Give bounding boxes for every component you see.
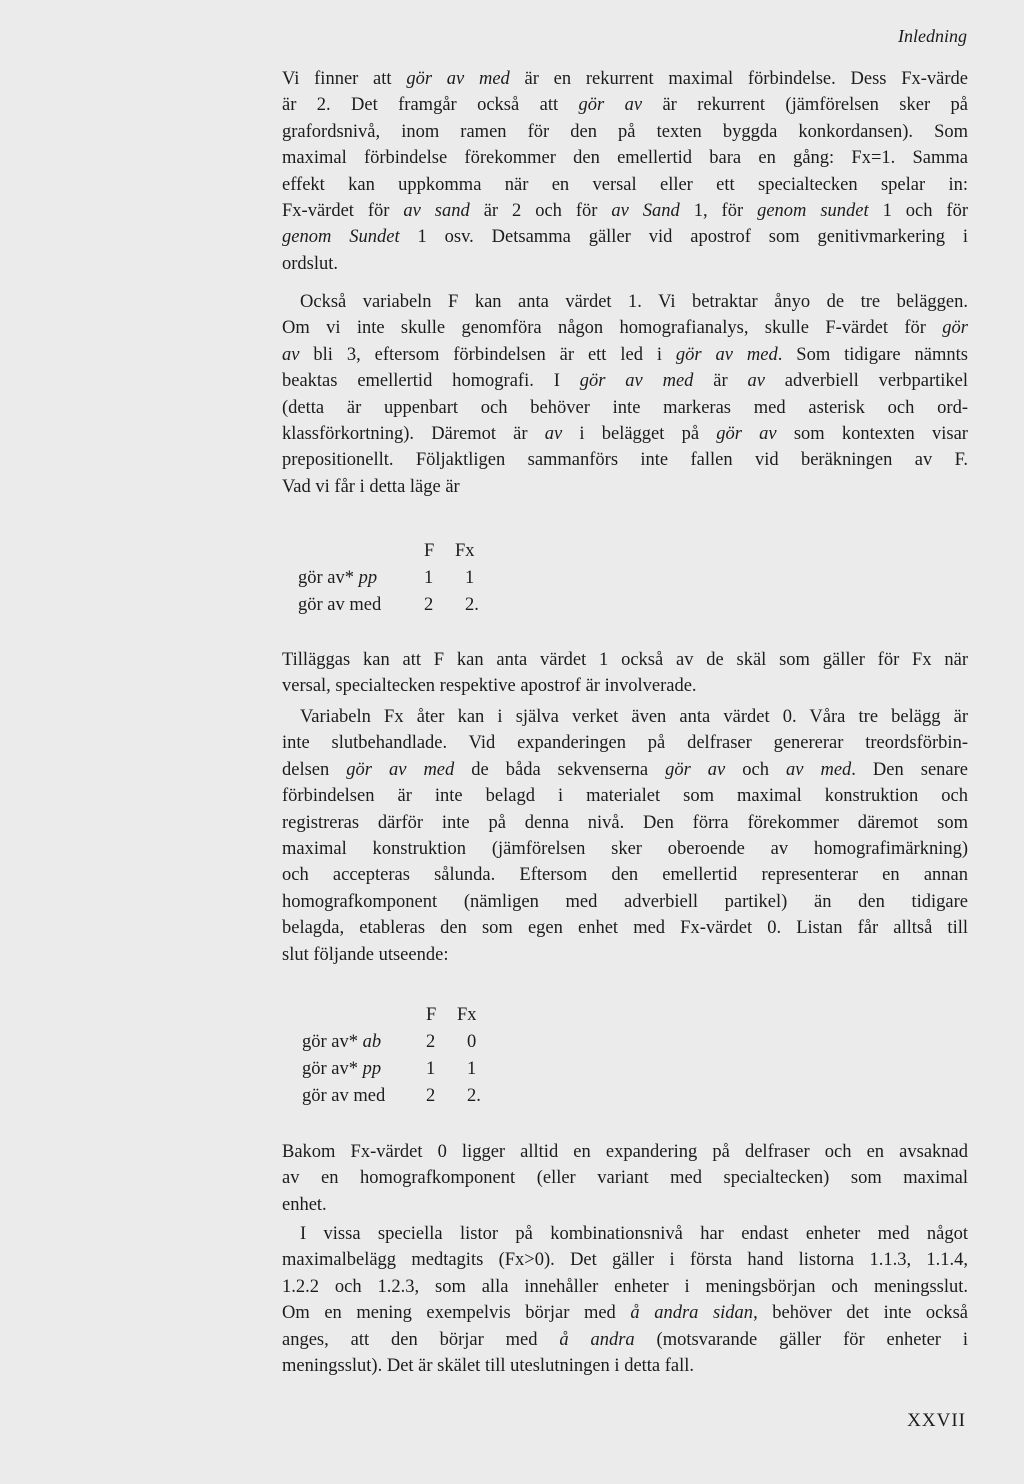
text-line: inte slutbehandlade. Vid expanderingen på delfraser genererar treordsförbin- bbox=[282, 733, 968, 754]
text-line: 1.2.2 och 1.2.3, som alla innehåller enheter i meningsbörjan och meningsslut. bbox=[282, 1276, 968, 1297]
text-line: versal, specialtecken respektive apostrof är involverade. bbox=[282, 676, 697, 697]
text-line: I vissa speciella listor på kombinationsnivå har endast enheter med något bbox=[300, 1224, 968, 1244]
paragraph-3 bbox=[282, 647, 968, 700]
frequency-table-1 bbox=[298, 538, 485, 619]
fx-cell: 0 bbox=[467, 1032, 477, 1052]
text-line: (detta är uppenbart och behöver inte markeras med asterisk och ord- bbox=[282, 397, 968, 418]
term-cell: gör av* pp bbox=[298, 568, 378, 588]
f-cell: 2 bbox=[426, 1086, 436, 1106]
text-line: homografkomponent (nämligen med adverbiell partikel) än den tidigare bbox=[282, 891, 968, 912]
table-header-row bbox=[302, 1002, 487, 1029]
text-line: klassförkortning). Däremot är av i belägget på gör av som kontexten visar bbox=[282, 424, 968, 445]
running-header: Inledning bbox=[898, 26, 967, 46]
paragraph-4 bbox=[282, 704, 968, 968]
text-line: maximalbelägg medtagits (Fx>0). Det gäller i första hand listorna 1.1.3, 1.1.4, bbox=[282, 1250, 968, 1271]
text-line: delsen gör av med de båda sekvenserna gör av och av med. Den senare bbox=[282, 759, 968, 780]
text-line: ordslut. bbox=[282, 253, 339, 274]
text-line: är 2. Det framgår också att gör av är rekurrent (jämförelsen sker på bbox=[282, 95, 968, 116]
term-cell: gör av* ab bbox=[302, 1032, 382, 1052]
f-cell: 1 bbox=[426, 1059, 436, 1079]
text-line: maximal konstruktion (jämförelsen sker oberoende av homografimärkning) bbox=[282, 839, 968, 860]
text-line: Bakom Fx-värdet 0 ligger alltid en expandering på delfraser och en avsaknad bbox=[282, 1142, 968, 1162]
term-cell: gör av med bbox=[298, 595, 382, 615]
f-cell: 2 bbox=[424, 595, 434, 615]
text-line: av en homografkomponent (eller variant med specialtecken) som maximal bbox=[282, 1168, 968, 1189]
text-line: Fx-värdet för av sand är 2 och för av Sand 1, för genom sundet 1 och för bbox=[282, 201, 969, 222]
column-header-f: F bbox=[424, 541, 435, 561]
table-row bbox=[298, 565, 485, 592]
text-line: slut följande utseende: bbox=[282, 944, 449, 965]
paragraph-5 bbox=[282, 1139, 968, 1218]
text-line: Om vi inte skulle genomföra någon homografianalys, skulle F-värdet för gör bbox=[282, 318, 968, 339]
text-line: Tilläggas kan att F kan anta värdet 1 också av de skäl som gäller för Fx när bbox=[282, 650, 968, 670]
table-row bbox=[302, 1083, 487, 1110]
fx-cell: 1 bbox=[467, 1059, 477, 1079]
f-cell: 2 bbox=[426, 1032, 436, 1052]
text-line: belagda, etableras den som egen enhet med Fx-värdet 0. Listan får alltså till bbox=[282, 918, 968, 939]
column-header-f: F bbox=[426, 1005, 437, 1025]
paragraph-2 bbox=[282, 289, 968, 500]
text-line: Vi finner att gör av med är en rekurrent maximal förbindelse. Dess Fx-värde bbox=[282, 69, 968, 89]
text-line: meningsslut). Det är skälet till uteslutningen i detta fall. bbox=[282, 1356, 695, 1377]
fx-cell: 1 bbox=[465, 568, 475, 588]
fx-cell: 2. bbox=[467, 1086, 481, 1106]
text-line: anges, att den börjar med å andra (motsvarande gäller för enheter i bbox=[282, 1329, 968, 1350]
text-line: Vad vi får i detta läge är bbox=[282, 476, 460, 497]
text-line: enhet. bbox=[282, 1194, 327, 1215]
text-line: prepositionellt. Följaktligen sammanförs inte fallen vid beräkningen av F. bbox=[282, 450, 968, 471]
f-cell: 1 bbox=[424, 568, 434, 588]
table-row bbox=[302, 1056, 487, 1083]
paragraph-6 bbox=[282, 1221, 968, 1379]
term-cell: gör av med bbox=[302, 1086, 386, 1106]
table-header-row bbox=[298, 538, 485, 565]
table-row bbox=[302, 1029, 487, 1056]
text-line: beaktas emellertid homografi. I gör av med är av adverbiell verbpartikel bbox=[282, 371, 968, 392]
term-cell: gör av* pp bbox=[302, 1059, 382, 1079]
table-row bbox=[298, 592, 485, 619]
text-line: och accepteras sålunda. Eftersom den emellertid representerar en annan bbox=[282, 865, 968, 886]
text-line: grafordsnivå, inom ramen för den på texten byggda konkordansen). Som bbox=[282, 121, 968, 142]
frequency-table-2 bbox=[302, 1002, 487, 1110]
fx-cell: 2. bbox=[465, 595, 479, 615]
text-line: av bli 3, eftersom förbindelsen är ett led i gör av med. Som tidigare nämnts bbox=[282, 344, 968, 365]
page-number: XXVII bbox=[907, 1410, 966, 1431]
paragraph-1 bbox=[282, 66, 968, 277]
text-line: registreras därför inte på denna nivå. Den förra förekommer däremot som bbox=[282, 812, 968, 833]
column-header-fx: Fx bbox=[457, 1005, 477, 1025]
text-line: Variabeln Fx åter kan i själva verket även anta värdet 0. Våra tre belägg är bbox=[300, 707, 968, 727]
column-header-fx: Fx bbox=[455, 541, 475, 561]
text-line: Om en mening exempelvis börjar med å andra sidan, behöver det inte också bbox=[282, 1303, 968, 1324]
text-line: effekt kan uppkomma när en versal eller ett specialtecken spelar in: bbox=[282, 174, 968, 195]
text-line: Också variabeln F kan anta värdet 1. Vi betraktar ånyo de tre beläggen. bbox=[300, 292, 968, 312]
text-line: maximal förbindelse förekommer den emellertid bara en gång: Fx=1. Samma bbox=[282, 148, 968, 169]
text-line: genom Sundet 1 osv. Detsamma gäller vid apostrof som genitivmarkering i bbox=[282, 227, 968, 248]
text-line: förbindelsen är inte belagd i materialet som maximal konstruktion och bbox=[282, 786, 968, 807]
